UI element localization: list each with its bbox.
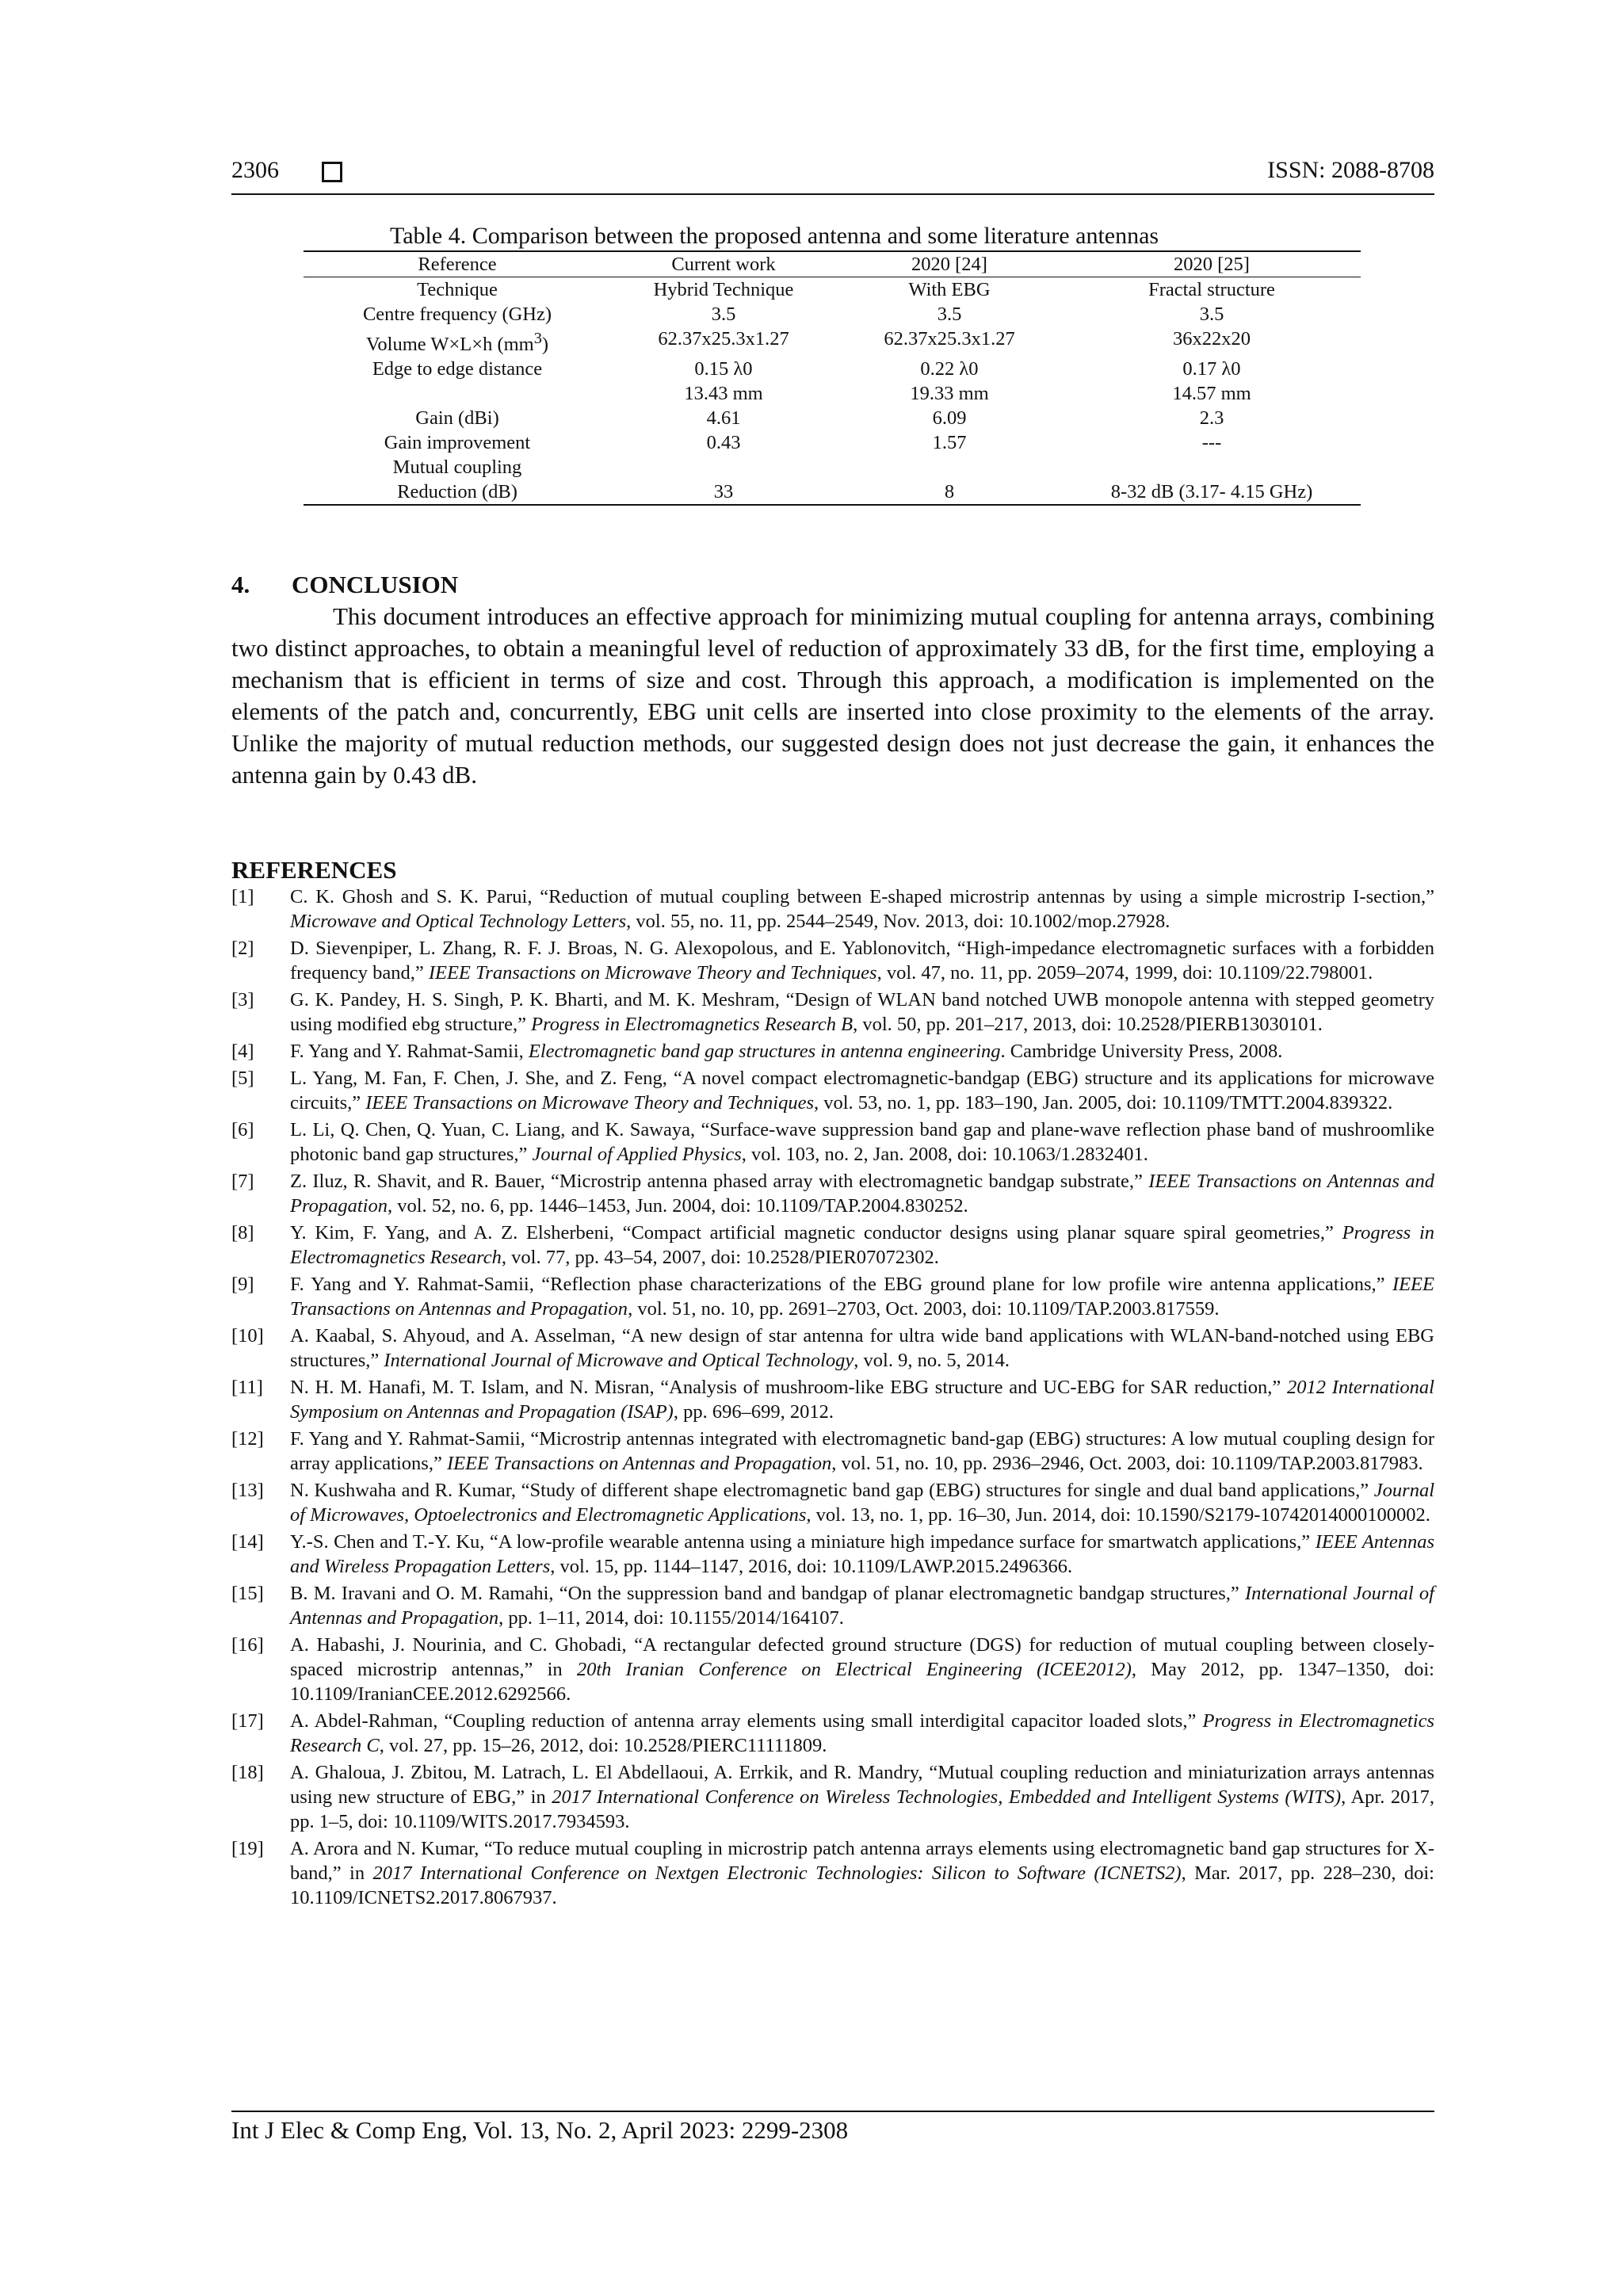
reference-text-lead: F. Yang and Y. Rahmat-Samii, (290, 1041, 529, 1062)
conclusion-paragraph: This document introduces an effective approach for minimizing mutual coupling for antenna arrays, combining two distinct approaches, to obtain a meaningful level of reduction of approximately 33 dB, for the first time, employing a mechanism that is efficient in terms of size and cost. Through this approach, a modification is implemented on the elements of the patch and, concurrently, EBG unit cells are inserted into close proximity to the elements of the array. Unlike the majority of mutual reduction methods, our suggested design does not just decrease the gain, it enhances the antenna gain by 0.43 dB. (231, 602, 1434, 789)
table-cell: 3.5 (1199, 304, 1224, 325)
reference-source: 2017 International Conference on Wireless Technologies, Embedded and Intelligent Systems (WITS) (552, 1786, 1342, 1808)
table-header-cell: 2020 [24] (836, 251, 1063, 277)
reference-source: Electromagnetic band gap structures in antenna engineering (528, 1041, 1001, 1062)
reference-text (290, 1066, 1434, 1115)
reference-text-tail: , May 2012, pp. 1347–1350, doi: 10.1109/IranianCEE.2012.6292566. (290, 1659, 1434, 1705)
reference-number: [9] (231, 1274, 254, 1295)
reference-text (290, 884, 1434, 934)
reference-text-tail: , vol. 77, pp. 43–54, 2007, doi: 10.2528/PIER07072302. (501, 1247, 939, 1268)
reference-text-tail: , Apr. 2017, pp. 1–5, doi: 10.1109/WITS.2017.7934593. (290, 1786, 1434, 1832)
reference-number: [6] (231, 1119, 254, 1140)
table-row (304, 479, 1361, 505)
reference-source: Journal of Applied Physics (532, 1144, 742, 1165)
reference-source: IEEE Transactions on Antennas and Propagation (446, 1453, 832, 1474)
reference-source: International Journal of Microwave and Optical Technology (384, 1350, 854, 1371)
reference-number: [2] (231, 938, 254, 959)
reference-item (231, 1530, 1434, 1579)
table-header-cell: 2020 [25] (1063, 251, 1361, 277)
reference-text (290, 1039, 1434, 1064)
reference-item (231, 1221, 1434, 1270)
section-heading (231, 569, 1434, 601)
reference-text (290, 1221, 1434, 1270)
reference-text-tail: , pp. 696–699, 2012. (673, 1401, 834, 1423)
table-cell: 0.43 (706, 432, 741, 454)
reference-text (290, 1633, 1434, 1706)
table-cell: With EBG (908, 279, 991, 300)
reference-source: Progress in Electromagnetics Research (290, 1222, 1435, 1268)
reference-text (290, 1272, 1434, 1321)
reference-text-lead: B. M. Iravani and O. M. Ramahi, “On the suppression band and bandgap of planar electromagnetic bandgap structures,” (290, 1583, 1245, 1604)
table-cell: 4.61 (706, 407, 741, 430)
table-cell: 33 (713, 481, 734, 503)
reference-text-lead: D. Sievenpiper, L. Zhang, R. F. J. Broas, N. G. Alexopolous, and E. Yablonovitch, “High-impedance electromagnetic surfaces with a forbidden frequency band,” (290, 938, 1434, 984)
reference-text (290, 1581, 1434, 1630)
reference-source: IEEE Transactions on Microwave Theory and Techniques (428, 962, 877, 984)
reference-number: [1] (231, 886, 254, 907)
reference-text-tail: , vol. 13, no. 1, pp. 16–30, Jun. 2014, doi: 10.1590/S2179-10742014000100002. (806, 1504, 1430, 1526)
reference-text (290, 1836, 1434, 1910)
reference-text-tail: , vol. 50, pp. 201–217, 2013, doi: 10.2528/PIERB13030101. (853, 1014, 1323, 1035)
table-row (304, 430, 1361, 455)
reference-source: 2012 International Symposium on Antennas and Propagation (ISAP) (290, 1377, 1434, 1423)
reference-source: International Journal of Antennas and Propagation (290, 1583, 1434, 1629)
reference-item (231, 1709, 1434, 1758)
reference-number: [16] (231, 1634, 264, 1656)
reference-source: IEEE Transactions on Antennas and Propagation (290, 1171, 1434, 1217)
table-cell-volume (304, 327, 611, 357)
table-cell: Reduction (dB) (397, 481, 517, 503)
reference-item (231, 1039, 1434, 1064)
table-cell: Fractal structure (1148, 279, 1275, 300)
issn-label: ISSN: 2088-8708 (1267, 157, 1434, 183)
reference-number: [7] (231, 1171, 254, 1192)
reference-item (231, 988, 1434, 1037)
reference-source: IEEE Transactions on Antennas and Propagation (290, 1274, 1434, 1320)
reference-text-tail: , vol. 103, no. 2, Jan. 2008, doi: 10.1063/1.2832401. (741, 1144, 1148, 1165)
reference-text (290, 1530, 1434, 1579)
reference-source: Journal of Microwaves, Optoelectronics and Electromagnetic Applications (290, 1480, 1434, 1526)
reference-item (231, 1117, 1434, 1167)
section-number: 4. (231, 571, 250, 598)
table-cell: 3.5 (711, 304, 736, 325)
reference-text-lead: A. Abdel-Rahman, “Coupling reduction of antenna array elements using small interdigital capacitor loaded slots,” (290, 1710, 1203, 1732)
table-cell: 14.57 mm (1172, 383, 1251, 405)
reference-text (290, 1760, 1434, 1834)
page-header (231, 155, 1434, 193)
reference-source: Progress in Electromagnetics Research C (290, 1710, 1435, 1756)
reference-text-tail: , vol. 27, pp. 15–26, 2012, doi: 10.2528/PIERC11111809. (379, 1735, 827, 1756)
reference-text-tail: , vol. 55, no. 11, pp. 2544–2549, Nov. 2013, doi: 10.1002/mop.27928. (626, 911, 1170, 932)
reference-item (231, 1633, 1434, 1706)
reference-source: IEEE Transactions on Microwave Theory and Techniques (365, 1092, 814, 1114)
reference-number: [8] (231, 1222, 254, 1244)
reference-source: IEEE Antennas and Wireless Propagation Letters (290, 1531, 1435, 1577)
table-cell: 3.5 (937, 304, 962, 325)
reference-text-lead: G. K. Pandey, H. S. Singh, P. K. Bharti, and M. K. Meshram, “Design of WLAN band notched UWB monopole antenna with stepped geometry using modified ebg structure,” (290, 989, 1434, 1035)
reference-item (231, 1066, 1434, 1115)
table-row (304, 302, 1361, 327)
reference-text (290, 936, 1434, 985)
reference-text (290, 1478, 1434, 1527)
reference-text-tail: , vol. 53, no. 1, pp. 183–190, Jan. 2005, doi: 10.1109/TMTT.2004.839322. (813, 1092, 1393, 1114)
reference-text-lead: L. Li, Q. Chen, Q. Yuan, C. Liang, and K. Sawaya, “Surface-wave suppression band gap and plane-wave reflection phase band of mushroomlike photonic band gap structures,” (290, 1119, 1434, 1165)
reference-number: [12] (231, 1428, 264, 1450)
conclusion-section (231, 569, 1434, 791)
reference-text-lead: A. Ghaloua, J. Zbitou, M. Latrach, L. El Abdellaoui, A. Errkik, and R. Mandry, “Mutual coupling reduction and miniaturization arrays antennas using new structure of EBG,” in (290, 1762, 1434, 1808)
reference-text (290, 988, 1434, 1037)
table-caption: Table 4. Comparison between the proposed antenna and some literature antennas (390, 223, 1159, 249)
reference-number: [19] (231, 1838, 264, 1859)
page-number: 2306 (231, 157, 279, 183)
square-icon (322, 162, 342, 182)
reference-number: [15] (231, 1583, 264, 1604)
reference-number: [10] (231, 1325, 264, 1347)
reference-number: [18] (231, 1762, 264, 1783)
reference-item (231, 1478, 1434, 1527)
table-cell: 8-32 dB (3.17- 4.15 GHz) (1110, 481, 1313, 503)
table-header-cell: Current work (611, 251, 836, 277)
reference-source: Microwave and Optical Technology Letters (290, 911, 627, 932)
reference-item (231, 884, 1434, 934)
reference-text-lead: N. Kushwaha and R. Kumar, “Study of different shape electromagnetic band gap (EBG) structures for single and dual band applications,” (290, 1480, 1374, 1501)
reference-item (231, 1375, 1434, 1424)
table-cell: 8 (944, 481, 955, 503)
table-cell: 0.22 λ0 (920, 358, 979, 380)
reference-text-lead: F. Yang and Y. Rahmat-Samii, “Microstrip antennas integrated with electromagnetic band-gap (EBG) structures: A low mutual coupling design for array applications,” (290, 1428, 1434, 1474)
reference-text (290, 1324, 1434, 1373)
table-row (304, 381, 1361, 406)
table-cell: 19.33 mm (910, 383, 989, 405)
reference-text (290, 1117, 1434, 1167)
reference-text-lead: N. H. M. Hanafi, M. T. Islam, and N. Misran, “Analysis of mushroom-like EBG structure and UC-EBG for SAR reduction,” (290, 1377, 1287, 1398)
reference-text (290, 1709, 1434, 1758)
table-row (304, 327, 1361, 357)
table-cell: Gain (dBi) (415, 407, 499, 430)
table-row (304, 406, 1361, 430)
reference-text-tail: , vol. 9, no. 5, 2014. (854, 1350, 1010, 1371)
reference-text-lead: C. K. Ghosh and S. K. Parui, “Reduction of mutual coupling between E-shaped microstrip antennas by using a simple microstrip I-section,” (290, 886, 1434, 907)
table-cell: Gain improvement (384, 432, 531, 454)
references-list (231, 884, 1434, 1912)
reference-text-lead: Z. Iluz, R. Shavit, and R. Bauer, “Microstrip antenna phased array with electromagnetic bandgap substrate,” (290, 1171, 1149, 1192)
reference-text-tail: , vol. 15, pp. 1144–1147, 2016, doi: 10.1109/LAWP.2015.2496366. (550, 1556, 1073, 1577)
reference-text-lead: Y. Kim, F. Yang, and A. Z. Elsherbeni, “Compact artificial magnetic conductor designs using planar square spiral geometries,” (290, 1222, 1342, 1244)
reference-text-tail: , vol. 52, no. 6, pp. 1446–1453, Jun. 2004, doi: 10.1109/TAP.2004.830252. (387, 1195, 968, 1217)
reference-text-lead: Y.-S. Chen and T.-Y. Ku, “A low-profile wearable antenna using a miniature high impedance surface for smartwatch applications,” (290, 1531, 1316, 1553)
reference-text (290, 1169, 1434, 1218)
reference-item (231, 936, 1434, 985)
reference-source: 20th Iranian Conference on Electrical Engineering (ICEE2012) (576, 1659, 1132, 1680)
reference-number: [14] (231, 1531, 264, 1553)
table-cell: --- (1201, 432, 1222, 454)
reference-text-lead: L. Yang, M. Fan, F. Chen, J. She, and Z. Feng, “A novel compact electromagnetic-bandgap (EBG) structure and its applications for microwave circuits,” (290, 1068, 1434, 1114)
table-cell: 36x22x20 (1173, 328, 1251, 350)
table-cell (611, 455, 836, 479)
reference-item (231, 1760, 1434, 1834)
reference-number: [5] (231, 1068, 254, 1089)
reference-item (231, 1169, 1434, 1218)
table-cell: Edge to edge distance (372, 358, 543, 380)
footer-rule (231, 2111, 1434, 2112)
table-header-cell: Reference (304, 251, 611, 277)
reference-text-tail: , Mar. 2017, pp. 228–230, doi: 10.1109/ICNETS2.2017.8067937. (290, 1862, 1434, 1908)
table-cell: Centre frequency (GHz) (362, 304, 552, 325)
comparison-table (304, 250, 1361, 506)
volume-label: Volume W×L×h (mm (365, 334, 534, 356)
reference-item (231, 1272, 1434, 1321)
table-cell (836, 455, 1063, 479)
table-row (304, 277, 1361, 303)
section-title: CONCLUSION (292, 571, 459, 598)
reference-text (290, 1427, 1434, 1476)
reference-source: 2017 International Conference on Nextgen Electronic Technologies: Silicon to Software (ICNETS2) (372, 1862, 1182, 1884)
reference-item (231, 1324, 1434, 1373)
reference-number: [3] (231, 989, 254, 1010)
reference-item (231, 1836, 1434, 1910)
table-cell: 2.3 (1199, 407, 1224, 430)
reference-text-lead: A. Arora and N. Kumar, “To reduce mutual coupling in microstrip patch antenna arrays elements using electromagnetic band gap structures for X-band,” in (290, 1838, 1434, 1884)
reference-number: [17] (231, 1710, 264, 1732)
footer-citation: Int J Elec & Comp Eng, Vol. 13, No. 2, April 2023: 2299-2308 (231, 2116, 849, 2144)
reference-text-tail: . Cambridge University Press, 2008. (1000, 1041, 1283, 1062)
header-rule (231, 193, 1434, 195)
reference-text-tail: , pp. 1–11, 2014, doi: 10.1155/2014/164107. (498, 1607, 844, 1629)
reference-number: [11] (231, 1377, 263, 1398)
table-cell: Mutual coupling (392, 457, 522, 479)
reference-item (231, 1427, 1434, 1476)
table-cell: Hybrid Technique (653, 279, 794, 300)
reference-text-lead: A. Kaabal, S. Ahyoud, and A. Asselman, “A new design of star antenna for ultra wide band applications with WLAN-band-notched using EBG structures,” (290, 1325, 1434, 1371)
reference-number: [13] (231, 1480, 264, 1501)
reference-number: [4] (231, 1041, 254, 1062)
reference-text-tail: , vol. 47, no. 11, pp. 2059–2074, 1999, doi: 10.1109/22.798001. (876, 962, 1373, 984)
table-cell: 1.57 (932, 432, 967, 454)
reference-text-lead: A. Habashi, J. Nourinia, and C. Ghobadi, “A rectangular defected ground structure (DGS) for reduction of mutual coupling between closely-spaced microstrip antennas,” in (290, 1634, 1434, 1680)
table-row (304, 455, 1361, 479)
volume-superscript: 3 (533, 330, 542, 347)
reference-item (231, 1581, 1434, 1630)
table-cell (304, 381, 611, 406)
reference-text-tail: , vol. 51, no. 10, pp. 2936–2946, Oct. 2003, doi: 10.1109/TAP.2003.817983. (831, 1453, 1423, 1474)
table-cell (1063, 455, 1361, 479)
reference-text-lead: F. Yang and Y. Rahmat-Samii, “Reflection phase characterizations of the EBG ground plane for low profile wire antenna applications,” (290, 1274, 1392, 1295)
table-cell: 0.15 λ0 (694, 358, 753, 380)
references-heading: REFERENCES (231, 856, 397, 884)
reference-text (290, 1375, 1434, 1424)
table-cell: 13.43 mm (684, 383, 763, 405)
table-cell: 62.37x25.3x1.27 (884, 328, 1015, 350)
table-cell: 0.17 λ0 (1182, 358, 1241, 380)
reference-source: Progress in Electromagnetics Research B (531, 1014, 854, 1035)
table-header-row (304, 251, 1361, 277)
table-row (304, 357, 1361, 381)
table-cell: Technique (417, 279, 498, 300)
table-cell: 6.09 (932, 407, 967, 430)
volume-label-close: ) (541, 334, 549, 356)
table-cell: 62.37x25.3x1.27 (658, 328, 789, 350)
reference-text-tail: , vol. 51, no. 10, pp. 2691–2703, Oct. 2003, doi: 10.1109/TAP.2003.817559. (628, 1298, 1220, 1320)
